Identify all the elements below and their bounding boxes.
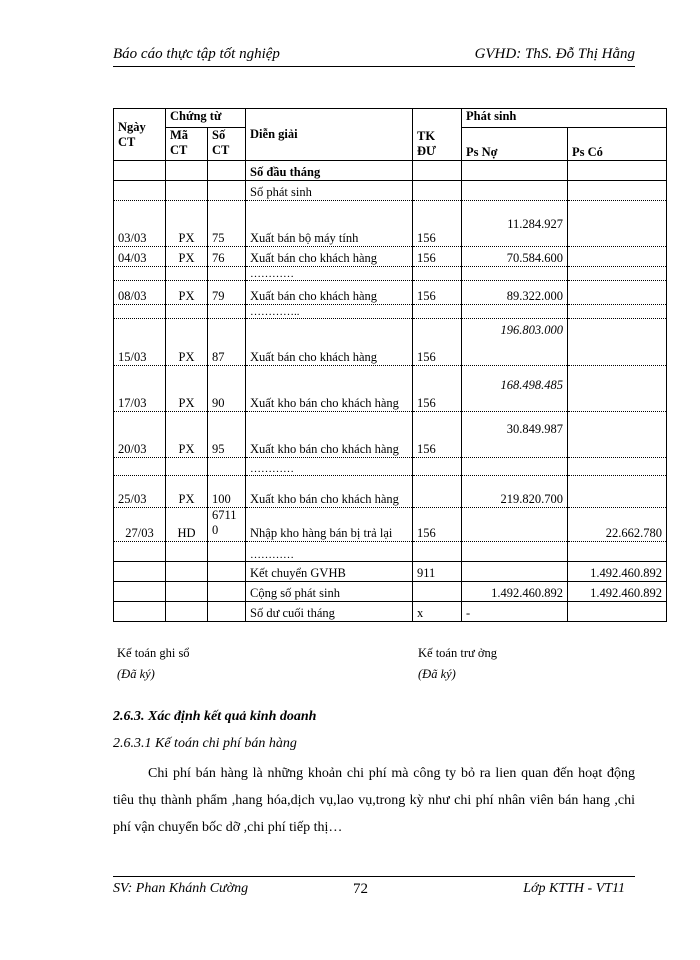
cell-ma: HD [166,508,208,542]
table-row [114,412,667,458]
page-number: 72 [353,881,368,897]
header-left-title: Báo cáo thực tập tốt nghiệp [113,46,280,62]
cell-no: 168.498.485 [462,366,568,412]
ledger-table [113,108,667,622]
header-ma-ct: Mã CT [166,128,208,161]
cell-tk: 156 [413,281,462,305]
table-row [114,267,667,281]
cell-ma: PX [166,412,208,458]
cell-so: 95 [208,412,246,458]
cell-co [568,161,667,181]
cell-ngay: 08/03 [114,281,166,305]
cell-tk: 156 [413,508,462,542]
cell-co [568,247,667,267]
cell-dien-giai: Nhập kho hàng bán bị trả lại [246,508,413,542]
signature-left [117,646,190,682]
cell-dien-giai: Cộng số phát sinh [246,582,413,602]
cell-no: 70.584.600 [462,247,568,267]
cell-tk [413,181,462,201]
table-row [114,305,667,319]
cell-dien-giai: Xuất kho bán cho khách hàng [246,366,413,412]
cell-dien-giai: Xuất bán cho khách hàng [246,319,413,366]
cell-so: 100 [208,476,246,508]
table-row [114,161,667,181]
cell-dien-giai: ………… [246,542,413,562]
cell-co [568,366,667,412]
cell-co [568,181,667,201]
cell-ma: PX [166,247,208,267]
cell-dien-giai: ………….. [246,305,413,319]
cell-ngay: 04/03 [114,247,166,267]
cell-no: 30.849.987 [462,412,568,458]
cell-ma: PX [166,319,208,366]
cell-no: 219.820.700 [462,476,568,508]
header-supervisor: GVHD: ThS. Đỗ Thị Hằng [474,46,635,62]
cell-no: 196.803.000 [462,319,568,366]
cell-ngay [114,161,166,181]
table-row [114,281,667,305]
cell-ma: PX [166,476,208,508]
table-row [114,542,667,562]
cell-co: 1.492.460.892 [568,582,667,602]
body-paragraph: Chi phí bán hàng là những khoản chi phí mà công ty bỏ ra lien quan đến hoạt động tiêu thụ thành phẩm ,hang hóa,dịch vụ,lao vụ,trong kỳ như chi phí nhân viên bán hang ,chi phí vận chuyển bốc dỡ ,chi phí tiếp thị… [113,766,635,835]
header-so-ct: Số CT [208,128,246,161]
cell-no [462,161,568,181]
signature-right-label: Kế toán trư ởng [418,646,497,660]
header-ngay: Ngày CT [114,109,166,161]
header-ps-no: Ps Nợ [462,128,568,161]
cell-tk: x [413,602,462,622]
cell-so: 67110 [208,508,246,542]
cell-so: 79 [208,281,246,305]
cell-dien-giai: ………… [246,267,413,281]
header-dien-giai: Diễn giải [246,109,413,161]
table-row [114,508,667,542]
cell-ngay: 20/03 [114,412,166,458]
cell-dien-giai: Số phát sinh [246,181,413,201]
cell-tk: 156 [413,412,462,458]
cell-tk: 156 [413,319,462,366]
cell-dien-giai: Xuất kho bán cho khách hàng [246,412,413,458]
cell-dien-giai: Xuất bán cho khách hàng [246,281,413,305]
cell-dien-giai: Số dư cuối tháng [246,602,413,622]
cell-dien-giai: Xuất kho bán cho khách hàng [246,476,413,508]
cell-tk: 156 [413,201,462,247]
cell-ma [166,161,208,181]
cell-tk [413,476,462,508]
page-header [113,44,635,67]
cell-so [208,181,246,201]
cell-tk: 911 [413,562,462,582]
cell-no: - [462,602,568,622]
footer-class: Lớp KTTH - VT11 [523,881,625,896]
cell-co: 1.492.460.892 [568,562,667,582]
section-subheading: 2.6.3.1 Kế toán chi phí bán hàng [113,736,297,751]
header-tk: TK ĐƯ [413,109,462,161]
cell-so: 76 [208,247,246,267]
table-row [114,602,667,622]
table-row [114,181,667,201]
cell-ngay: 03/03 [114,201,166,247]
cell-dien-giai: ………… [246,458,413,476]
table-row [114,319,667,366]
cell-ngay: 17/03 [114,366,166,412]
cell-co [568,412,667,458]
cell-dien-giai: Kết chuyển GVHB [246,562,413,582]
cell-co: 22.662.780 [568,508,667,542]
cell-co [568,476,667,508]
cell-tk: 156 [413,366,462,412]
header-ps-co: Ps Có [568,128,667,161]
cell-no: 11.284.927 [462,201,568,247]
cell-no: 1.492.460.892 [462,582,568,602]
header-phat-sinh: Phát sinh [462,109,667,128]
cell-co [568,201,667,247]
cell-ma: PX [166,201,208,247]
cell-co [568,281,667,305]
cell-dien-giai: Xuất bán bộ máy tính [246,201,413,247]
table-row [114,247,667,267]
cell-dien-giai: Xuất bán cho khách hàng [246,247,413,267]
cell-ma [166,181,208,201]
table-row [114,201,667,247]
cell-co [568,319,667,366]
cell-tk [413,582,462,602]
cell-no [462,181,568,201]
signature-left-status: (Đã ký) [117,667,155,681]
cell-no [462,562,568,582]
cell-ngay [114,181,166,201]
cell-ma: PX [166,281,208,305]
cell-dien-giai: Số đầu tháng [246,161,413,181]
header-chung-tu: Chứng từ [166,109,246,128]
signature-left-label: Kế toán ghi sổ [117,646,190,660]
signature-right-status: (Đã ký) [418,667,456,681]
cell-so: 90 [208,366,246,412]
section-heading: 2.6.3. Xác định kết quả kinh doanh [113,709,317,724]
table-row [114,458,667,476]
signature-right [418,646,497,682]
page-footer [113,876,635,899]
table-row [114,562,667,582]
cell-ngay: 15/03 [114,319,166,366]
cell-so: 75 [208,201,246,247]
cell-no [462,508,568,542]
table-row [114,582,667,602]
cell-ngay: 25/03 [114,476,166,508]
cell-co [568,602,667,622]
cell-so: 87 [208,319,246,366]
table-row [114,476,667,508]
cell-tk [413,161,462,181]
cell-so [208,161,246,181]
table-row [114,366,667,412]
cell-ma: PX [166,366,208,412]
cell-tk: 156 [413,247,462,267]
cell-ngay: 27/03 [114,508,166,542]
cell-no: 89.322.000 [462,281,568,305]
footer-student: SV: Phan Khánh Cường [113,881,249,896]
